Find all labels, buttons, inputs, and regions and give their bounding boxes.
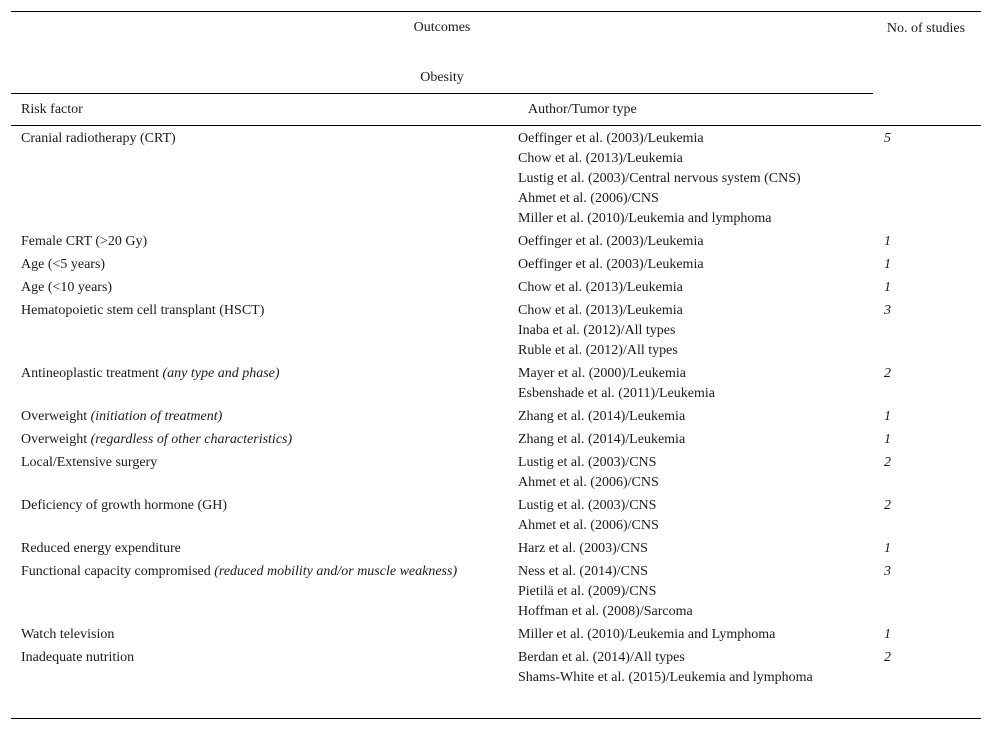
risk-factor-qualifier: (initiation of treatment) [90, 409, 223, 424]
table-row [11, 231, 981, 254]
studies-count-cell: 1 [884, 432, 891, 447]
author-entry: Shams-White et al. (2015)/Leukemia and lymphoma [518, 670, 813, 685]
risk-factor-cell [11, 407, 518, 427]
studies-count-header: No. of studies [886, 21, 966, 36]
studies-count-cell: 3 [884, 564, 891, 579]
studies-count-cell: 5 [884, 131, 891, 146]
author-entry: Lustig et al. (2003)/CNS [518, 455, 657, 470]
author-entry: Zhang et al. (2014)/Leukemia [518, 409, 686, 424]
author-entry: Miller et al. (2010)/Leukemia and Lymphoma [518, 627, 776, 642]
subheader-rule [11, 93, 873, 94]
author-cell [518, 562, 874, 622]
author-entry: Harz et al. (2003)/CNS [518, 541, 648, 556]
author-entry: Mayer et al. (2000)/Leukemia [518, 366, 686, 381]
risk-factor-text: Functional capacity compromised [21, 564, 215, 579]
risk-factor-text: Inadequate nutrition [21, 650, 135, 665]
author-cell [518, 496, 874, 536]
studies-count-cell: 1 [884, 257, 891, 272]
risk-factor-qualifier: (reduced mobility and/or muscle weakness) [214, 564, 458, 579]
risk-factor-text: Local/Extensive surgery [21, 455, 158, 470]
studies-count-cell: 1 [884, 409, 891, 424]
risk-factor-text: Deficiency of growth hormone (GH) [21, 498, 228, 513]
author-entry: Pietilä et al. (2009)/CNS [518, 584, 657, 599]
table-row [11, 363, 981, 406]
risk-factor-cell [11, 453, 518, 473]
risk-factor-text: Overweight [21, 409, 91, 424]
author-entry: Chow et al. (2013)/Leukemia [518, 280, 683, 295]
author-entry: Oeffinger et al. (2003)/Leukemia [518, 131, 704, 146]
author-cell [518, 255, 874, 275]
author-cell [518, 648, 874, 688]
risk-factor-cell [11, 255, 518, 275]
table-row [11, 495, 981, 538]
author-cell [518, 278, 874, 298]
risk-factor-cell [11, 562, 518, 582]
author-entry: Chow et al. (2013)/Leukemia [518, 303, 683, 318]
obesity-subheader: Obesity [420, 70, 464, 85]
risk-factor-qualifier: (any type and phase) [162, 366, 280, 381]
author-entry: Ruble et al. (2012)/All types [518, 343, 678, 358]
author-entry: Ahmet et al. (2006)/CNS [518, 475, 659, 490]
risk-factor-text: Age (<10 years) [21, 280, 113, 295]
author-cell [518, 539, 874, 559]
author-entry: Hoffman et al. (2008)/Sarcoma [518, 604, 693, 619]
author-cell [518, 430, 874, 450]
studies-count-cell: 2 [884, 366, 891, 381]
author-entry: Lustig et al. (2003)/Central nervous system (CNS) [518, 171, 801, 186]
author-entry: Ness et al. (2014)/CNS [518, 564, 648, 579]
author-cell [518, 364, 874, 404]
author-cell [518, 625, 874, 645]
author-cell [518, 301, 874, 361]
studies-count-cell: 1 [884, 627, 891, 642]
studies-count-cell: 2 [884, 650, 891, 665]
risk-factor-cell [11, 129, 518, 149]
studies-count-cell: 1 [884, 280, 891, 295]
table-row [11, 538, 981, 561]
author-column-header: Author/Tumor type [528, 102, 637, 117]
risk-factor-text: Female CRT (>20 Gy) [21, 234, 148, 249]
risk-factor-cell [11, 648, 518, 668]
table-row [11, 128, 981, 231]
risk-factor-cell [11, 430, 518, 450]
table-row [11, 561, 981, 624]
risk-factor-cell [11, 278, 518, 298]
risk-factor-text: Age (<5 years) [21, 257, 106, 272]
obesity-risk-table [11, 11, 981, 719]
risk-factor-cell [11, 364, 518, 384]
risk-factor-text: Hematopoietic stem cell transplant (HSCT) [21, 303, 265, 318]
studies-count-cell: 1 [884, 541, 891, 556]
table-row [11, 647, 981, 690]
author-entry: Esbenshade et al. (2011)/Leukemia [518, 386, 715, 401]
risk-factor-text: Cranial radiotherapy (CRT) [21, 131, 176, 146]
author-entry: Inaba et al. (2012)/All types [518, 323, 676, 338]
risk-factor-text: Watch television [21, 627, 115, 642]
risk-factor-cell [11, 539, 518, 559]
risk-factor-text: Antineoplastic treatment [21, 366, 163, 381]
author-cell [518, 129, 874, 229]
author-entry: Ahmet et al. (2006)/CNS [518, 518, 659, 533]
author-cell [518, 453, 874, 493]
risk-factor-qualifier: (regardless of other characteristics) [90, 432, 293, 447]
studies-count-cell: 2 [884, 455, 891, 470]
table-row [11, 277, 981, 300]
author-entry: Zhang et al. (2014)/Leukemia [518, 432, 686, 447]
author-cell [518, 232, 874, 252]
table-row [11, 300, 981, 363]
author-cell [518, 407, 874, 427]
table-row [11, 429, 981, 452]
outcomes-header: Outcomes [413, 20, 471, 35]
author-entry: Oeffinger et al. (2003)/Leukemia [518, 234, 704, 249]
table-row [11, 406, 981, 429]
table-row [11, 452, 981, 495]
author-entry: Oeffinger et al. (2003)/Leukemia [518, 257, 704, 272]
author-entry: Lustig et al. (2003)/CNS [518, 498, 657, 513]
table-row [11, 254, 981, 277]
risk-factor-cell [11, 496, 518, 516]
author-entry: Miller et al. (2010)/Leukemia and lymphoma [518, 211, 772, 226]
risk-factor-cell [11, 301, 518, 321]
author-entry: Chow et al. (2013)/Leukemia [518, 151, 683, 166]
studies-count-cell: 2 [884, 498, 891, 513]
header-rule [11, 125, 981, 126]
author-entry: Ahmet et al. (2006)/CNS [518, 191, 659, 206]
table-row [11, 624, 981, 647]
risk-factor-cell [11, 625, 518, 645]
studies-count-cell: 3 [884, 303, 891, 318]
risk-factor-cell [11, 232, 518, 252]
author-entry: Berdan et al. (2014)/All types [518, 650, 685, 665]
table-body [11, 128, 981, 690]
risk-factor-text: Overweight [21, 432, 91, 447]
risk-factor-column-header: Risk factor [21, 102, 83, 117]
studies-count-cell: 1 [884, 234, 891, 249]
risk-factor-text: Reduced energy expenditure [21, 541, 181, 556]
